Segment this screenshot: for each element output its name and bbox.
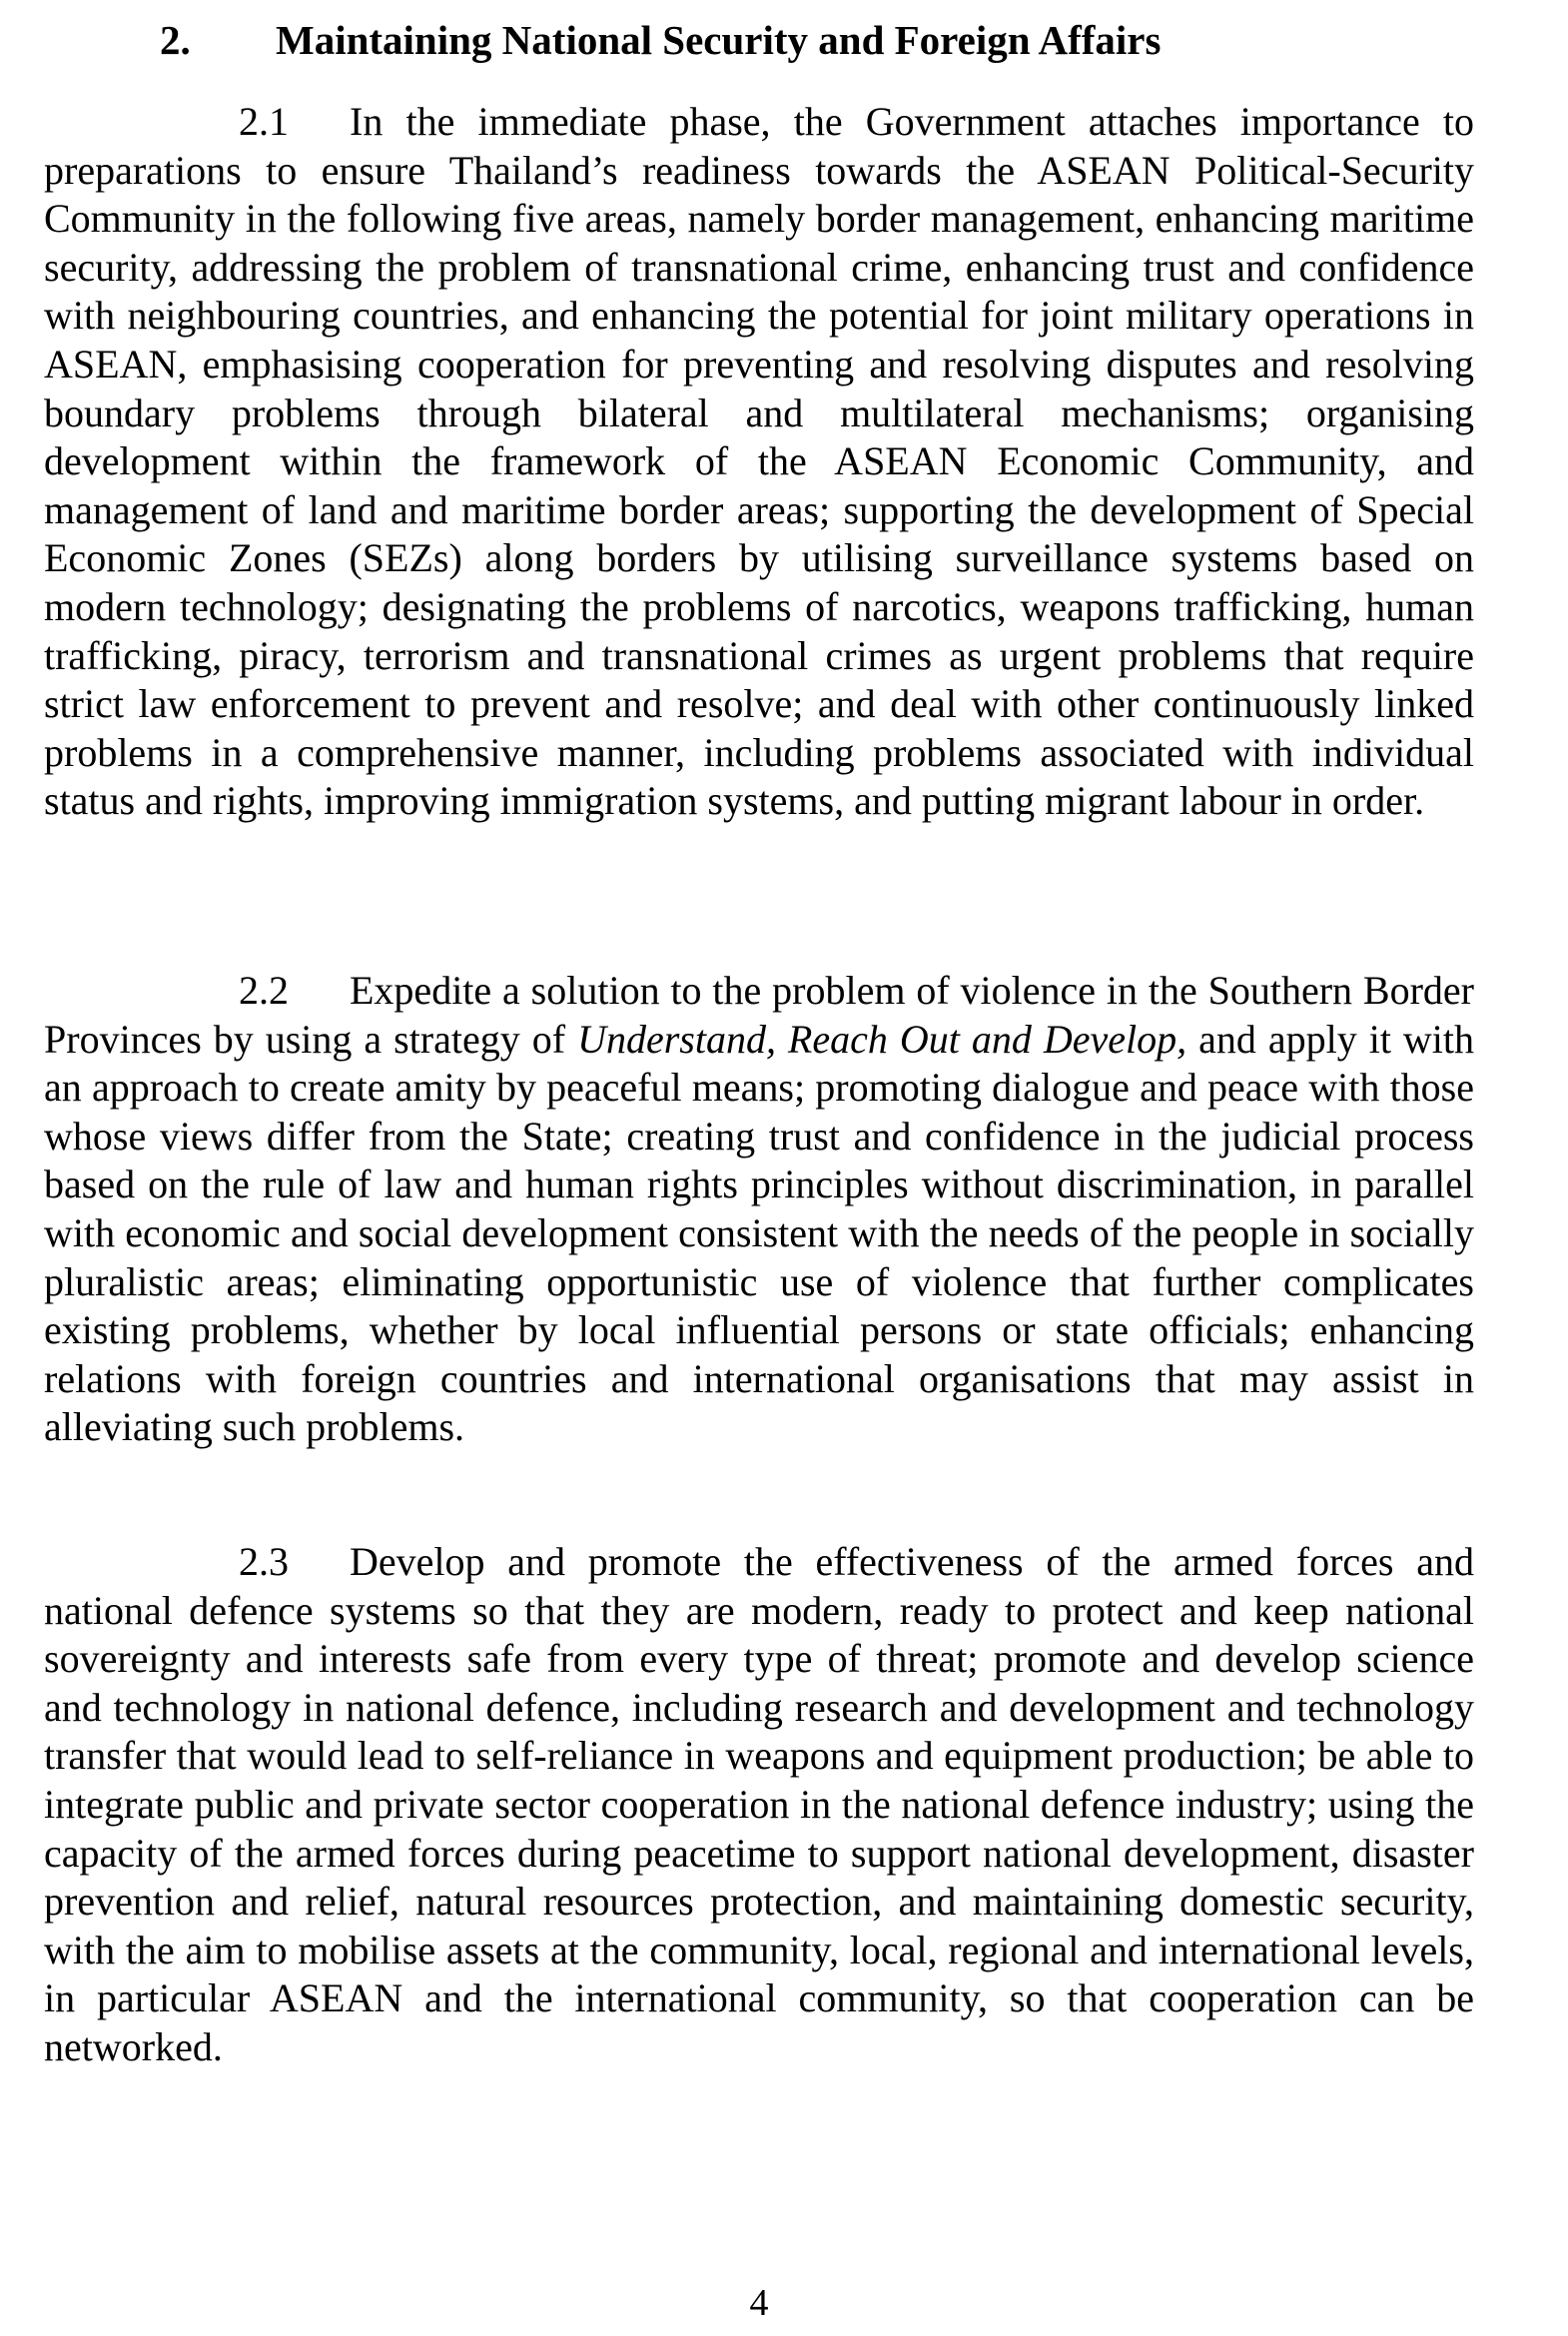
section-heading xyxy=(44,10,1474,70)
document-page xyxy=(44,0,1474,2336)
section-number: 2. xyxy=(160,17,191,63)
paragraph-2-1 xyxy=(44,98,1474,826)
paragraph-text-continued: and apply it with an approach to create amity by peaceful means; promoting dialogue and peace with those whose views differ from the State; creating trust and confidence in the judicial process based on the rule of law and human rights principles without discrimination, in parallel with economic and social development consistent with the needs of the people in socially pluralistic areas; eliminating opportunistic use of violence that further complicates existing problems, whether by local influential persons or state officials; enhancing relations with foreign countries and international organisations that may assist in alleviating such problems. xyxy=(44,1016,1475,1450)
paragraph-number: 2.1 xyxy=(239,99,289,144)
strategy-name: Understand, Reach Out and Develop, xyxy=(577,1016,1187,1062)
page-number: 4 xyxy=(749,2282,769,2324)
paragraph-number: 2.2 xyxy=(239,968,289,1013)
paragraph-2-3 xyxy=(44,1538,1474,2072)
paragraph-text: In the immediate phase, the Government attaches importance to preparations to ensure Thailand’s readiness towards the ASEAN Political-Security Community in the following five areas, namely border management, enhancing maritime security, addressing the problem of transnational crime, enhancing trust and confidence with neighbouring countries, and enhancing the potential for joint military operations in ASEAN, emphasising cooperation for preventing and resolving disputes and resolving boundary problems through bilateral and multilateral mechanisms; organising development within the framework of the ASEAN Economic Community, and management of land and maritime border areas; supporting the development of Special Economic Zones (SEZs) along borders by utilising surveillance systems based on modern technology; designating the problems of narcotics, weapons trafficking, human trafficking, piracy, terrorism and transnational crimes as urgent problems that require strict law enforcement to prevent and resolve; and deal with other continuously linked problems in a comprehensive manner, including problems associated with individual status and rights, improving immigration systems, and putting migrant labour in order. xyxy=(44,99,1474,824)
section-title: Maintaining National Security and Foreign Affairs xyxy=(276,17,1162,63)
paragraph-text: Develop and promote the effectiveness of the armed forces and national defence systems so that they are modern, ready to protect and keep national sovereignty and interests safe from every type of threat; promote and develop science and technology in national defence, including research and development and technology transfer that would lead to self-reliance in weapons and equipment production; be able to integrate public and private sector cooperation in the national defence industry; using the capacity of the armed forces during peacetime to support national development, disaster prevention and relief, natural resources protection, and maintaining domestic security, with the aim to mobilise assets at the community, local, regional and international levels, in particular ASEAN and the international community, so that cooperation can be networked. xyxy=(44,1539,1474,2069)
paragraph-text: Expedite a solution to the problem of violence in the Southern Border Provinces by using a strategy of xyxy=(44,968,1474,1062)
paragraph-number: 2.3 xyxy=(239,1539,289,1584)
paragraph-2-2 xyxy=(44,967,1474,1452)
